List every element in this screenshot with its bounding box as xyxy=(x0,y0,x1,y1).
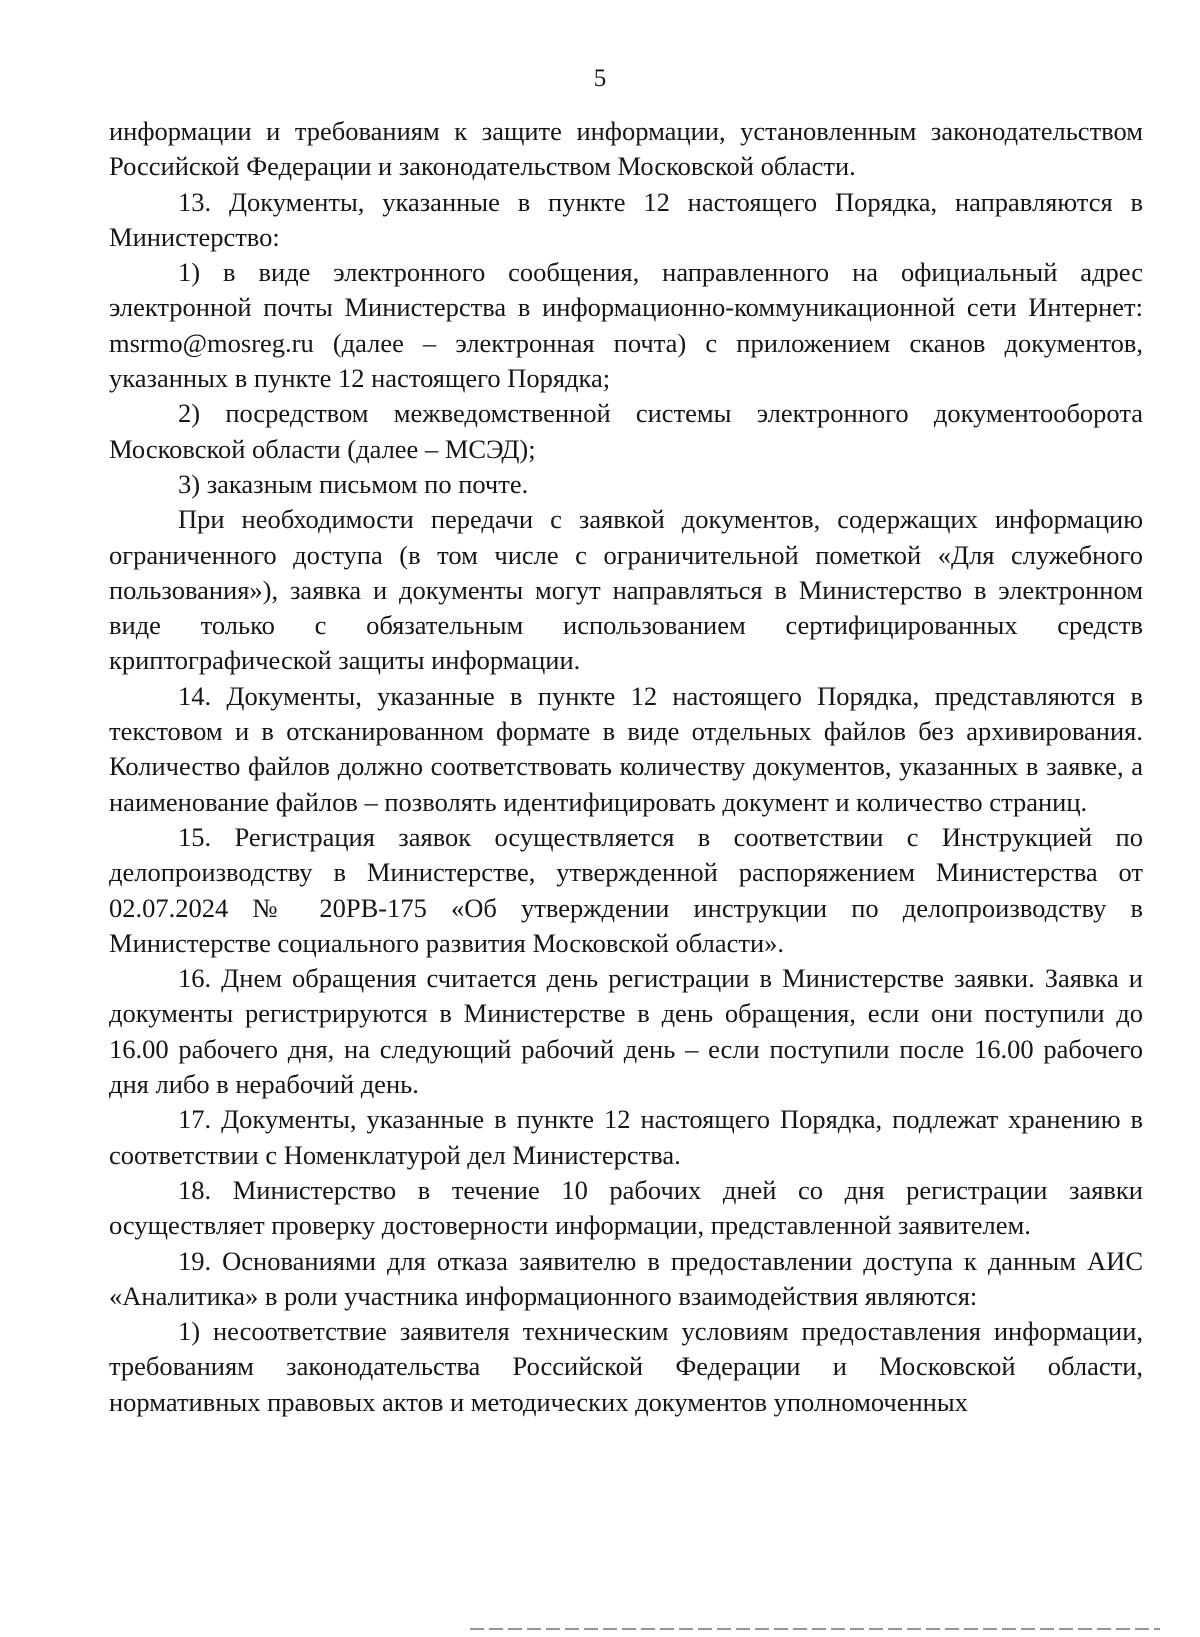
paragraph: 14. Документы, указанные в пункте 12 настоящего Порядка, представляются в текстовом и в отсканированном формате в виде отдельных файлов без архивирования. Количество файлов должно соответствовать количеству документов, указанных в заявке, а наименование файлов – позволять идентифицировать документ и количество страниц. xyxy=(109,680,1143,817)
paragraph: 18. Министерство в течение 10 рабочих дней со дня регистрации заявки осуществляет проверку достоверности информации, представленной заявителем. xyxy=(109,1174,1143,1241)
paragraph: При необходимости передачи с заявкой документов, содержащих информацию ограниченного доступа (в том числе с ограничительной пометкой «Для служебного пользования»), заявка и документы могут направляться в Министерство в электронном виде только с обязательным использованием сертифицированных средств криптографической защиты информации. xyxy=(109,504,1143,676)
paragraph: 16. Днем обращения считается день регистрации в Министерстве заявки. Заявка и документы регистрируются в Министерстве в день обращения, если они поступили до 16.00 рабочего дня, на следующий рабочий день – если поступили после 16.00 рабочего дня либо в нерабочий день. xyxy=(109,963,1143,1100)
paragraph: 15. Регистрация заявок осуществляется в соответствии с Инструкцией по делопроизводству в Министерстве, утвержденной распоряжением Министерства от 02.07.2024 № 20РВ-175 «Об утверждении инструкции по делопроизводству в Министерстве социального развития Московской области». xyxy=(109,821,1143,958)
paragraph: 17. Документы, указанные в пункте 12 настоящего Порядка, подлежат хранению в соответствии с Номенклатурой дел Министерства. xyxy=(109,1104,1143,1170)
paragraph: информации и требованиям к защите информации, установленным законодательством Российской Федерации и законодательством Московской области. xyxy=(109,116,1143,182)
paragraph: 13. Документы, указанные в пункте 12 настоящего Порядка, направляются в Министерство: xyxy=(109,186,1143,252)
paragraph: 2) посредством межведомственной системы электронного документооборота Московской области (далее – МСЭД); xyxy=(109,398,1143,464)
page-number: 5 xyxy=(593,65,607,92)
paragraph: 1) несоответствие заявителя техническим условиям предоставления информации, требованиям законодательства Российской Федерации и Московской области, нормативных правовых актов и методических документов уполномоченных xyxy=(109,1316,1143,1417)
scan-edge-divider xyxy=(470,1628,1160,1630)
paragraph: 1) в виде электронного сообщения, направленного на официальный адрес электронной почты Министерства в информационно-коммуникационной сети Интернет: msrmo@mosreg.ru (далее – электронная почта) с приложением сканов документов, указанных в пункте 12 настоящего Порядка; xyxy=(109,257,1143,394)
document-body xyxy=(109,114,1143,1420)
paragraph: 19. Основаниями для отказа заявителю в предоставлении доступа к данным АИС «Аналитика» в роли участника информационного взаимодействия являются: xyxy=(109,1245,1143,1311)
paragraph: 3) заказным письмом по почте. xyxy=(178,468,529,499)
